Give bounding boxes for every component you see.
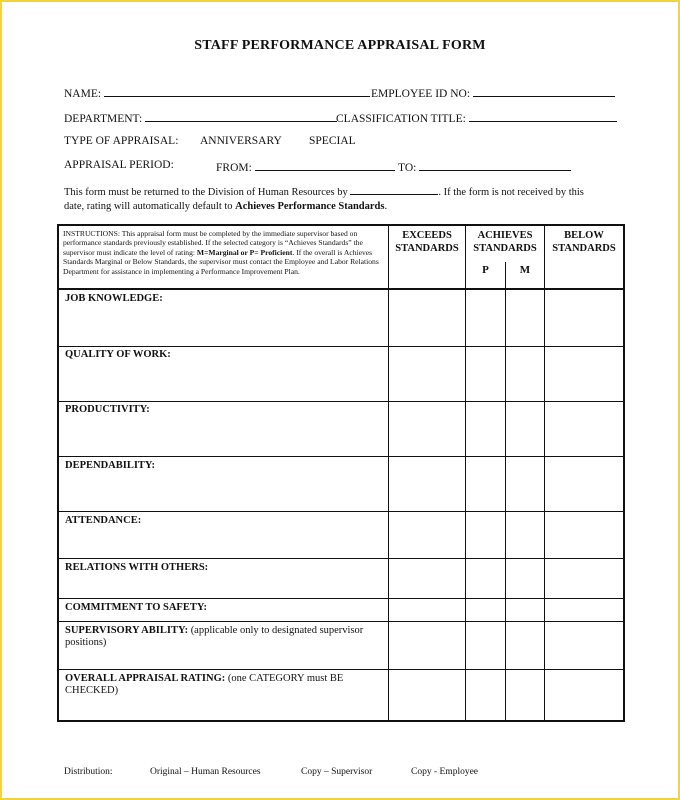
employee-id-field[interactable] xyxy=(371,85,615,100)
to-label: TO: xyxy=(398,162,417,174)
row-label: OVERALL APPRAISAL RATING: xyxy=(65,673,226,684)
employee-id-blank-line[interactable] xyxy=(473,85,615,97)
employee-id-label: EMPLOYEE ID NO: xyxy=(371,88,471,100)
distribution-label: Distribution: xyxy=(64,767,113,777)
column-header-achieves: ACHIEVES STANDARDS xyxy=(473,230,537,254)
row-commitment-to-safety xyxy=(65,602,385,614)
row-relations-with-others xyxy=(65,562,385,574)
subheader-marginal: M xyxy=(519,264,531,276)
ratings-table xyxy=(57,224,625,722)
row-note: (applicable only to designated supervisor positions) xyxy=(65,625,364,648)
notice-text-end: . xyxy=(384,201,388,212)
notice-default-rating: Achieves Performance Standards xyxy=(235,201,385,212)
from-blank-line[interactable] xyxy=(255,159,395,171)
row-separator xyxy=(59,558,623,559)
row-separator xyxy=(59,346,623,347)
distribution-copy-employee: Copy - Employee xyxy=(411,767,479,777)
classification-label: CLASSIFICATION TITLE: xyxy=(336,113,466,125)
row-separator xyxy=(59,511,623,512)
row-label: RELATIONS WITH OTHERS: xyxy=(65,562,209,573)
row-dependability xyxy=(65,460,385,472)
instructions-text-1: INSTRUCTIONS: This appraisal form must be completed by the immediate supervisor based on performance standards previously established. If the selected category is “Achieves Standards” the supervisor must indicate the level of rating: xyxy=(63,229,363,257)
column-header-below: BELOW STANDARDS xyxy=(552,230,616,254)
page-title: STAFF PERFORMANCE APPRAISAL FORM xyxy=(194,38,486,53)
row-separator xyxy=(59,669,623,670)
name-blank-line[interactable] xyxy=(104,85,370,97)
row-productivity xyxy=(65,404,385,416)
type-anniversary-option[interactable]: ANNIVERSARY xyxy=(200,135,282,147)
from-field[interactable] xyxy=(216,159,395,174)
name-field[interactable] xyxy=(64,85,370,100)
return-notice xyxy=(64,185,604,214)
classification-blank-line[interactable] xyxy=(469,110,617,122)
row-note: (one CATEGORY must BE CHECKED) xyxy=(65,673,344,696)
form-page xyxy=(2,2,678,798)
notice-text-1: This form must be returned to the Division of Human Resources by xyxy=(64,187,348,198)
instructions-text xyxy=(63,229,385,276)
department-field[interactable] xyxy=(64,110,337,125)
return-date-blank-line[interactable] xyxy=(350,185,438,195)
department-label: DEPARTMENT: xyxy=(64,113,143,125)
classification-field[interactable] xyxy=(336,110,617,125)
row-label: PRODUCTIVITY: xyxy=(65,404,150,415)
row-label: ATTENDANCE: xyxy=(65,515,142,526)
table-divider xyxy=(465,226,466,720)
row-separator xyxy=(59,456,623,457)
to-blank-line[interactable] xyxy=(419,159,571,171)
row-label: SUPERVISORY ABILITY: xyxy=(65,625,189,636)
type-special-option[interactable]: SPECIAL xyxy=(309,135,356,147)
distribution-original: Original – Human Resources xyxy=(150,767,261,777)
row-supervisory-ability xyxy=(65,625,385,649)
from-label: FROM: xyxy=(216,162,252,174)
type-of-appraisal-label: TYPE OF APPRAISAL: xyxy=(64,135,179,147)
row-overall-rating xyxy=(65,673,385,697)
row-attendance xyxy=(65,515,385,527)
subheader-proficient: P xyxy=(482,264,489,276)
column-header-exceeds: EXCEEDS STANDARDS xyxy=(395,230,459,254)
header-separator xyxy=(59,288,623,290)
row-quality-of-work xyxy=(65,349,385,361)
instructions-text-2: . If the overall is Achieves Standards Marginal or Below Standards, the supervisor must contact the Employee and Labor Relations Department for assistance in implementing a Performance Improvement Plan. xyxy=(63,247,379,276)
row-separator xyxy=(59,598,623,599)
name-label: NAME: xyxy=(64,88,102,100)
department-blank-line[interactable] xyxy=(145,110,337,122)
distribution-copy-supervisor: Copy – Supervisor xyxy=(301,767,373,777)
row-separator xyxy=(59,401,623,402)
table-divider xyxy=(544,226,545,720)
row-separator xyxy=(59,621,623,622)
table-divider xyxy=(505,262,506,720)
row-label: QUALITY OF WORK: xyxy=(65,349,171,360)
notice-text-2: . If the form is not received by this date, rating will automatically default to xyxy=(64,187,584,212)
row-label: COMMITMENT TO SAFETY: xyxy=(65,602,207,613)
row-label: DEPENDABILITY: xyxy=(65,460,156,471)
table-divider xyxy=(388,226,389,720)
appraisal-period-label: APPRAISAL PERIOD: xyxy=(64,159,174,171)
instructions-rating-levels: M=Marginal or P= Proficient xyxy=(196,247,293,257)
to-field[interactable] xyxy=(398,159,571,174)
row-job-knowledge xyxy=(65,293,385,305)
row-label: JOB KNOWLEDGE: xyxy=(65,293,163,304)
